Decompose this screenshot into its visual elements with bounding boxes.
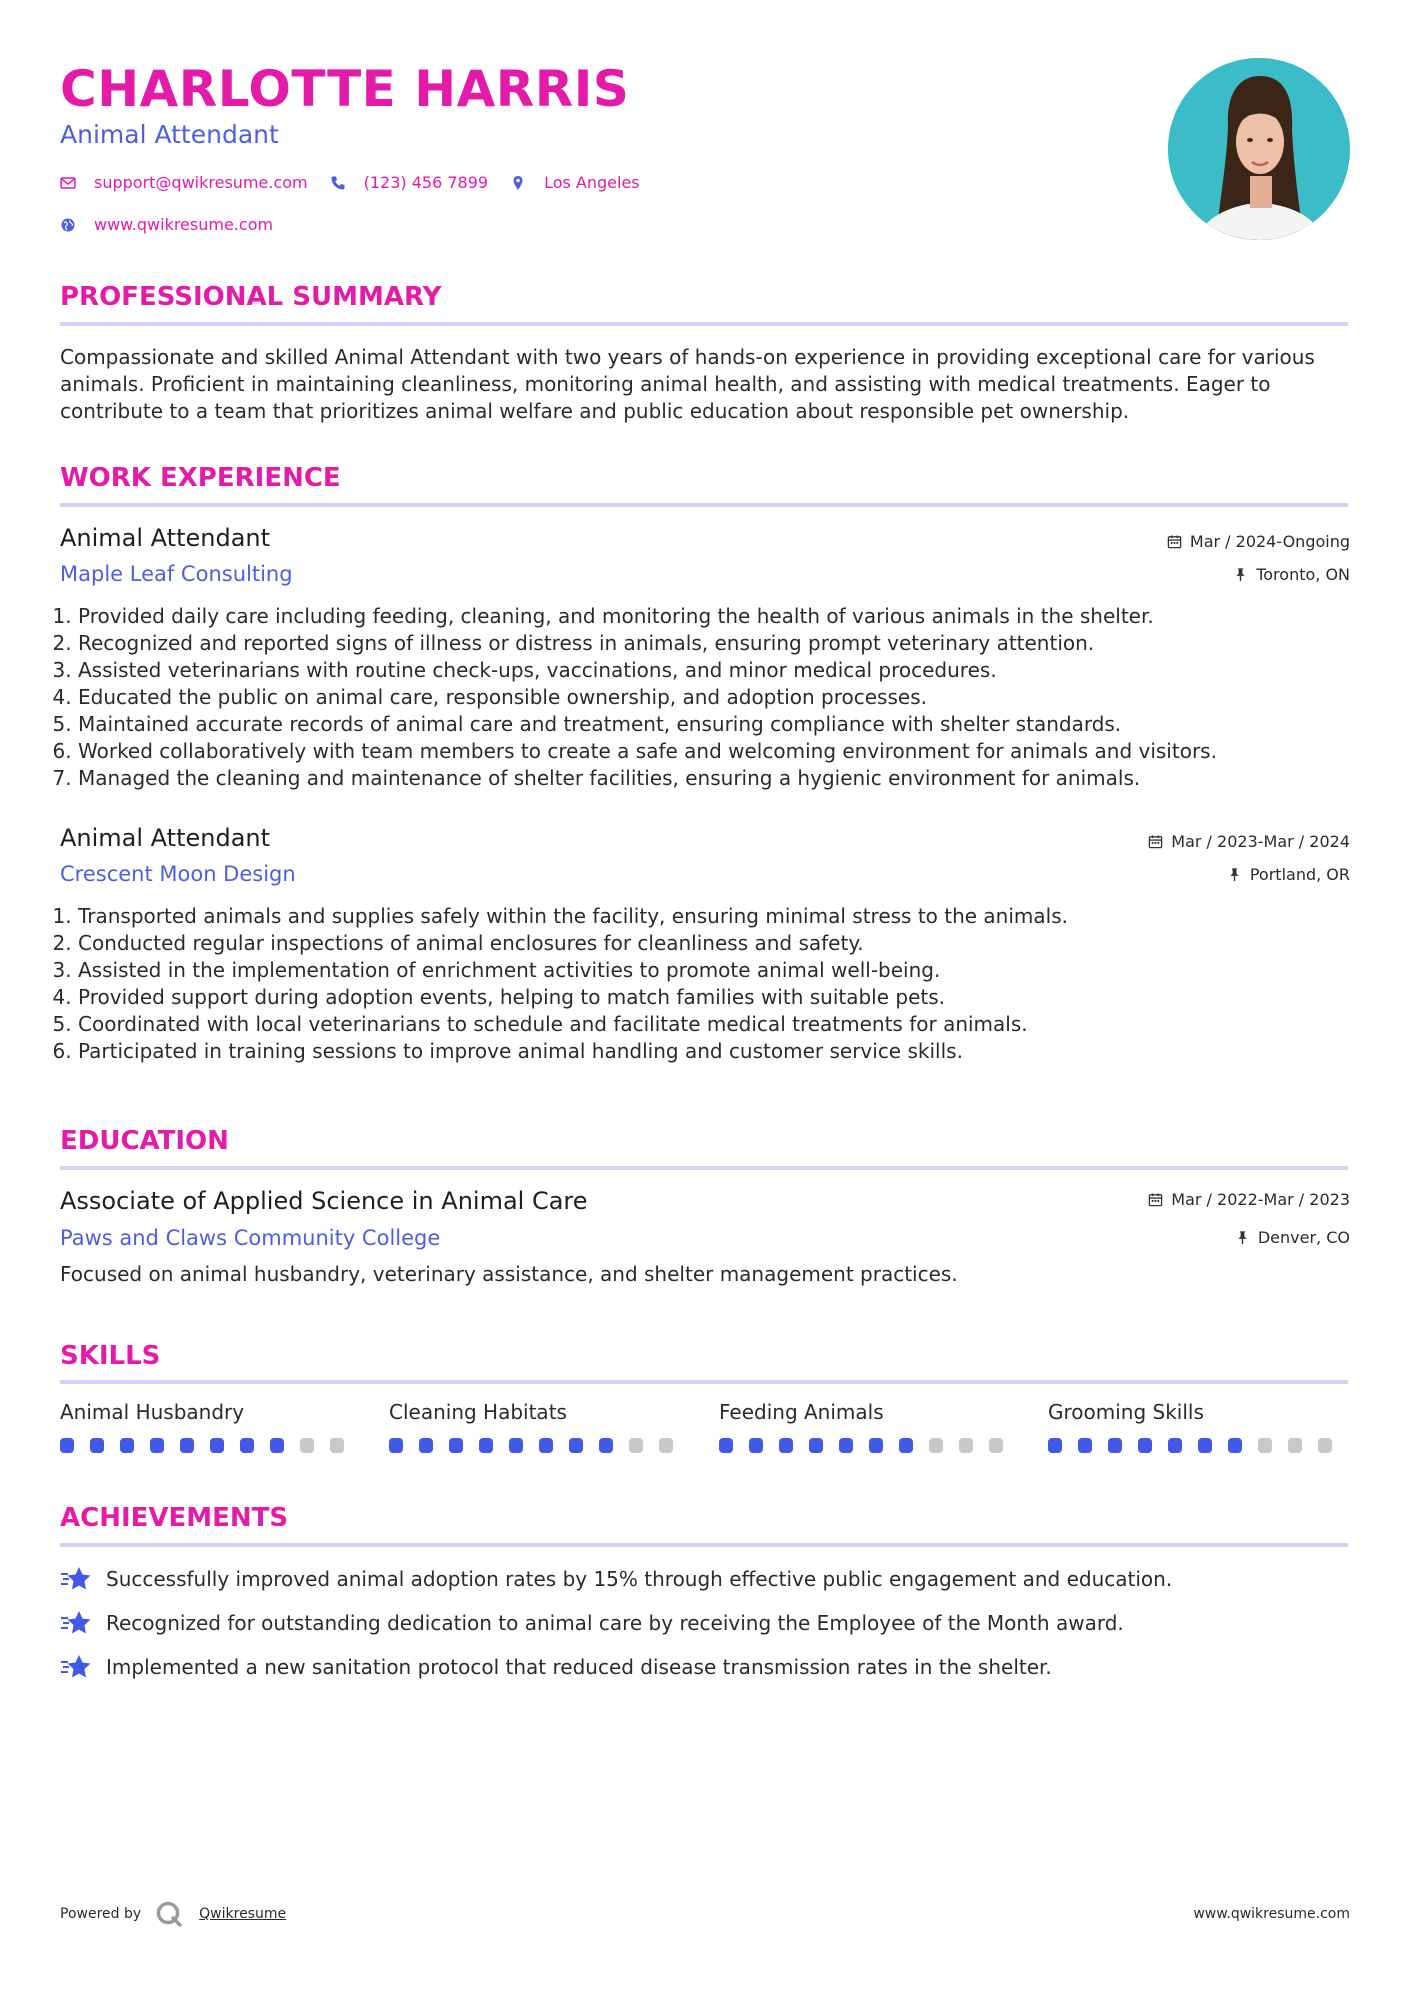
list-item: 3. Assisted in the implementation of enrichment activities to promote animal well-being. xyxy=(78,957,1368,984)
job-title: Animal Attendant xyxy=(60,824,271,852)
powered-by-label: Powered by xyxy=(60,1906,142,1922)
skill-dot-empty xyxy=(659,1438,673,1453)
skill-dot-filled xyxy=(150,1438,164,1453)
company-name: Crescent Moon Design xyxy=(60,862,296,886)
skill-dot-filled xyxy=(1198,1438,1212,1453)
skill-dot-empty xyxy=(330,1438,344,1453)
email-text: support@qwikresume.com xyxy=(94,173,308,192)
skill-dot-filled xyxy=(809,1438,823,1453)
skill-dot-empty xyxy=(1258,1438,1272,1453)
skill-dot-filled xyxy=(539,1438,553,1453)
skill-name: Feeding Animals xyxy=(719,1400,884,1424)
achievement-text: Recognized for outstanding dedication to animal care by receiving the Employee of the Month award. xyxy=(106,1611,1124,1635)
skill-dot-filled xyxy=(1138,1438,1152,1453)
job-dates xyxy=(1148,832,1350,851)
contact-row-website xyxy=(60,215,295,234)
section-divider xyxy=(60,1166,1348,1170)
skill-dot-filled xyxy=(240,1438,254,1453)
skill-dot-filled xyxy=(749,1438,763,1453)
list-item: 6. Worked collaboratively with team members to create a safe and welcoming environment for animals and visitors. xyxy=(78,738,1368,765)
star-icon xyxy=(60,1609,92,1637)
skill-rating xyxy=(60,1438,360,1453)
skill-dot-filled xyxy=(90,1438,104,1453)
skill-item xyxy=(389,1400,689,1453)
section-divider xyxy=(60,1543,1348,1547)
skill-rating xyxy=(389,1438,689,1453)
star-icon xyxy=(60,1565,92,1593)
achievement-item xyxy=(60,1609,1124,1637)
pushpin-icon xyxy=(1235,1230,1250,1245)
skill-dot-empty xyxy=(1318,1438,1332,1453)
school-name: Paws and Claws Community College xyxy=(60,1226,441,1250)
skill-dot-empty xyxy=(989,1438,1003,1453)
location-text: Los Angeles xyxy=(544,173,640,192)
job-location xyxy=(1233,565,1350,584)
skill-dot-filled xyxy=(719,1438,733,1453)
education-heading: EDUCATION xyxy=(60,1126,229,1156)
portrait-image xyxy=(1168,58,1350,240)
section-divider xyxy=(60,322,1348,326)
summary-text: Compassionate and skilled Animal Attendant with two years of hands-on experience in providing exceptional care for various animals. Proficient in maintaining cleanliness, monitoring animal health, and assisting with medical treatments. Eager to contribute to a team that prioritizes animal welfare and public education about responsible pet ownership. xyxy=(60,345,1315,423)
brand-link[interactable]: Qwikresume xyxy=(199,1906,287,1922)
calendar-icon xyxy=(1148,834,1163,849)
job-title: Animal Attendant xyxy=(60,524,271,552)
achievement-item xyxy=(60,1565,1172,1593)
skill-dot-filled xyxy=(599,1438,613,1453)
candidate-title: Animal Attendant xyxy=(60,120,279,149)
education-location xyxy=(1235,1228,1350,1247)
star-icon xyxy=(60,1653,92,1681)
skill-dot-filled xyxy=(389,1438,403,1453)
skill-dot-filled xyxy=(899,1438,913,1453)
dates-text: Mar / 2022-Mar / 2023 xyxy=(1171,1190,1350,1209)
achievement-text: Successfully improved animal adoption rates by 15% through effective public engagement and education. xyxy=(106,1567,1173,1591)
skill-dot-filled xyxy=(779,1438,793,1453)
achievement-item xyxy=(60,1653,1052,1681)
skill-dot-filled xyxy=(120,1438,134,1453)
job-dates xyxy=(1167,532,1350,551)
experience-heading: WORK EXPERIENCE xyxy=(60,463,341,493)
contact-row xyxy=(60,173,662,192)
skill-dot-filled xyxy=(479,1438,493,1453)
envelope-icon xyxy=(60,175,76,191)
skill-dot-filled xyxy=(1078,1438,1092,1453)
skill-dot-filled xyxy=(419,1438,433,1453)
calendar-icon xyxy=(1148,1192,1163,1207)
skill-dot-filled xyxy=(509,1438,523,1453)
skill-dot-filled xyxy=(1228,1438,1242,1453)
skill-dot-filled xyxy=(1108,1438,1122,1453)
degree-title: Associate of Applied Science in Animal Care xyxy=(60,1187,588,1215)
calendar-icon xyxy=(1167,534,1182,549)
globe-icon xyxy=(60,217,76,233)
skill-dot-empty xyxy=(300,1438,314,1453)
skill-dot-filled xyxy=(180,1438,194,1453)
skill-dot-filled xyxy=(60,1438,74,1453)
location-text: Denver, CO xyxy=(1257,1228,1350,1247)
skills-heading: SKILLS xyxy=(60,1341,161,1371)
list-item: 5. Coordinated with local veterinarians to schedule and facilitate medical treatments for animals. xyxy=(78,1011,1368,1038)
skill-dot-empty xyxy=(929,1438,943,1453)
list-item: 7. Managed the cleaning and maintenance of shelter facilities, ensuring a hygienic environment for animals. xyxy=(78,765,1368,792)
summary-heading: PROFESSIONAL SUMMARY xyxy=(60,282,442,312)
skill-rating xyxy=(719,1438,1019,1453)
pushpin-icon xyxy=(1227,867,1242,882)
contact-website[interactable] xyxy=(60,215,273,234)
list-item: 4. Educated the public on animal care, responsible ownership, and adoption processes. xyxy=(78,684,1368,711)
footer-branding xyxy=(60,1900,286,1928)
skill-item xyxy=(719,1400,1019,1453)
dates-text: Mar / 2024-Ongoing xyxy=(1189,532,1350,551)
list-item: 5. Maintained accurate records of animal care and treatment, ensuring compliance with shelter standards. xyxy=(78,711,1368,738)
dates-text: Mar / 2023-Mar / 2024 xyxy=(1171,832,1350,851)
job-responsibilities xyxy=(60,603,1368,792)
section-divider xyxy=(60,1380,1348,1384)
job-responsibilities xyxy=(60,903,1368,1065)
contact-phone[interactable] xyxy=(330,173,488,192)
skill-dot-filled xyxy=(449,1438,463,1453)
skill-dot-empty xyxy=(959,1438,973,1453)
skill-dot-empty xyxy=(629,1438,643,1453)
qwikresume-logo-icon xyxy=(155,1900,183,1928)
skill-item xyxy=(60,1400,360,1453)
skill-name: Cleaning Habitats xyxy=(389,1400,567,1424)
skill-name: Grooming Skills xyxy=(1048,1400,1204,1424)
skill-dot-filled xyxy=(569,1438,583,1453)
list-item: 1. Transported animals and supplies safely within the facility, ensuring minimal stress to the animals. xyxy=(78,903,1368,930)
list-item: 6. Participated in training sessions to improve animal handling and customer service skills. xyxy=(78,1038,1368,1065)
company-name: Maple Leaf Consulting xyxy=(60,562,293,586)
skill-dot-filled xyxy=(869,1438,883,1453)
job-location xyxy=(1227,865,1350,884)
list-item: 4. Provided support during adoption events, helping to match families with suitable pets. xyxy=(78,984,1368,1011)
footer-website[interactable]: www.qwikresume.com xyxy=(1193,1906,1350,1922)
achievement-text: Implemented a new sanitation protocol that reduced disease transmission rates in the shelter. xyxy=(106,1655,1052,1679)
avatar xyxy=(1168,58,1350,240)
education-description: Focused on animal husbandry, veterinary assistance, and shelter management practices. xyxy=(60,1262,958,1286)
skill-dot-filled xyxy=(210,1438,224,1453)
location-text: Portland, OR xyxy=(1249,865,1350,884)
candidate-name: CHARLOTTE HARRIS xyxy=(60,60,630,118)
education-dates xyxy=(1148,1190,1350,1209)
list-item: 2. Conducted regular inspections of animal enclosures for cleanliness and safety. xyxy=(78,930,1368,957)
skill-item xyxy=(1048,1400,1348,1453)
pushpin-icon xyxy=(1233,567,1248,582)
skill-name: Animal Husbandry xyxy=(60,1400,245,1424)
list-item: 2. Recognized and reported signs of illness or distress in animals, ensuring prompt veterinary attention. xyxy=(78,630,1368,657)
location-text: Toronto, ON xyxy=(1256,565,1350,584)
contact-location xyxy=(510,173,640,192)
skill-dot-filled xyxy=(839,1438,853,1453)
achievements-heading: ACHIEVEMENTS xyxy=(60,1503,289,1533)
skill-dot-filled xyxy=(1048,1438,1062,1453)
skill-rating xyxy=(1048,1438,1348,1453)
skill-dot-empty xyxy=(1288,1438,1302,1453)
contact-email[interactable] xyxy=(60,173,308,192)
phone-icon xyxy=(330,175,346,191)
map-pin-icon xyxy=(510,175,526,191)
list-item: 1. Provided daily care including feeding, cleaning, and monitoring the health of various animals in the shelter. xyxy=(78,603,1368,630)
phone-text: (123) 456 7899 xyxy=(363,173,489,192)
list-item: 3. Assisted veterinarians with routine check-ups, vaccinations, and minor medical procedures. xyxy=(78,657,1368,684)
section-divider xyxy=(60,503,1348,507)
website-text: www.qwikresume.com xyxy=(94,215,274,234)
skill-dot-filled xyxy=(270,1438,284,1453)
skill-dot-filled xyxy=(1168,1438,1182,1453)
